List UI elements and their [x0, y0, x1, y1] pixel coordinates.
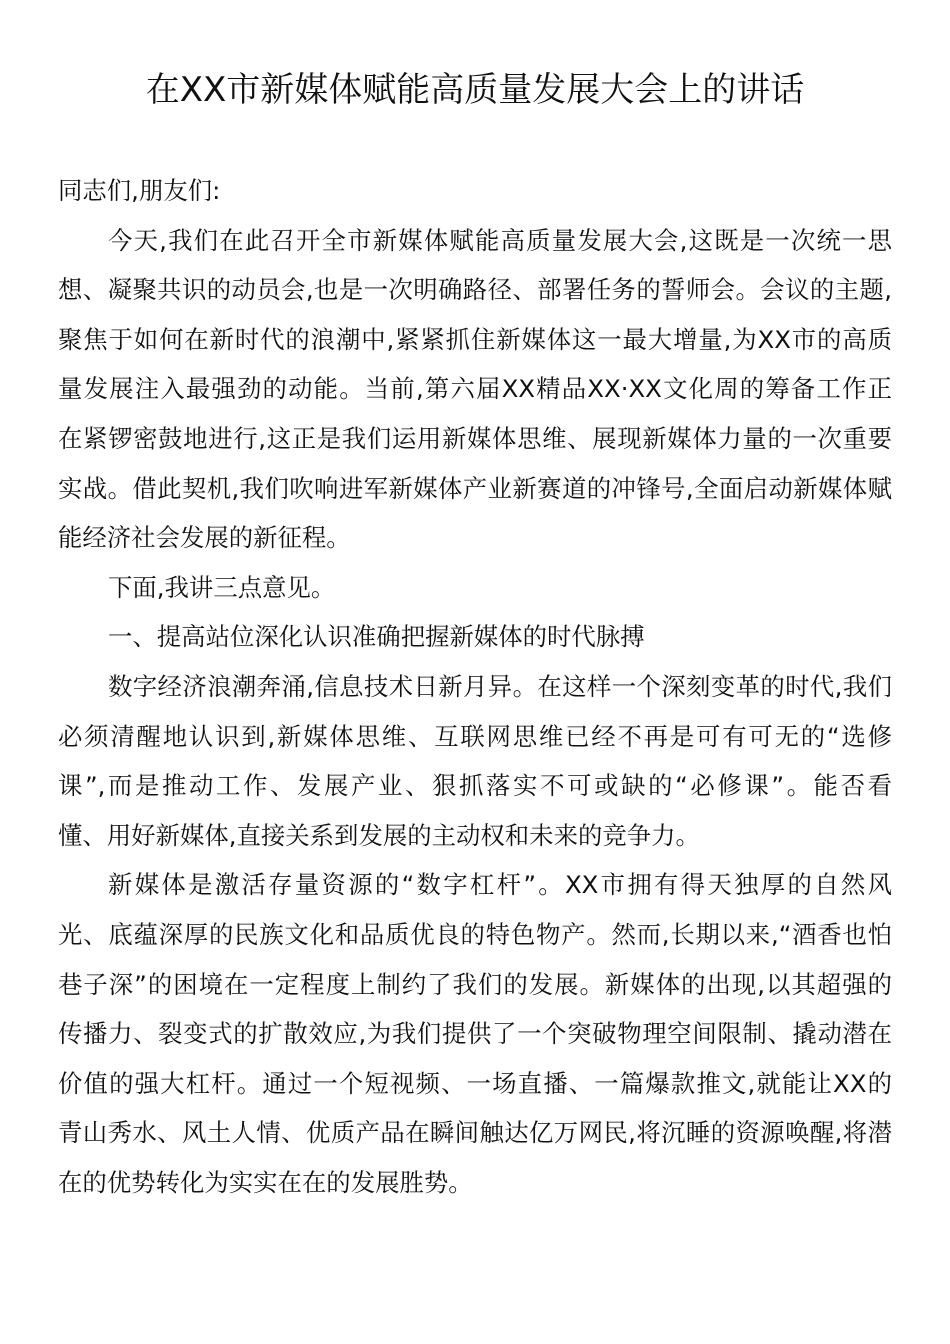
text-line: 必须清醒地认识到,新媒体思维、互联网思维已经不再是可有可无的“选修 — [58, 721, 892, 751]
paragraph — [58, 563, 892, 613]
paragraph — [58, 216, 892, 563]
salutation — [58, 166, 892, 216]
text-line: 数字经济浪潮奔涌,信息技术日新月异。在这样一个深刻变革的时代,我们 — [108, 671, 892, 701]
paragraph — [58, 860, 892, 1207]
text-line: 一、提高站位深化认识准确把握新媒体的时代脉搏 — [108, 622, 645, 652]
text-line: 懂、用好新媒体,直接关系到发展的主动权和未来的竞争力。 — [58, 820, 700, 850]
text-line: 下面,我讲三点意见。 — [108, 572, 336, 602]
text-line: 青山秀水、风土人情、优质产品在瞬间触达亿万网民,将沉睡的资源唤醒,将潜 — [58, 1118, 892, 1148]
text-line: 传播力、裂变式的扩散效应,为我们提供了一个突破物理空间限制、撬动潜在 — [58, 1019, 892, 1049]
paragraph — [58, 662, 892, 860]
text-line: 聚焦于如何在新时代的浪潮中,紧紧抓住新媒体这一最大增量,为XX市的高质 — [58, 324, 892, 354]
text-line: 光、底蕴深厚的民族文化和品质优良的特色物产。然而,长期以来,“酒香也怕 — [58, 919, 892, 949]
text-line: 在紧锣密鼓地进行,这正是我们运用新媒体思维、展现新媒体力量的一次重要 — [58, 423, 892, 453]
text-line: 在的优势转化为实实在在的发展胜势。 — [58, 1167, 473, 1197]
text-line: 同志们,朋友们: — [58, 176, 221, 205]
text-line: 能经济社会发展的新征程。 — [58, 523, 351, 553]
section-heading — [58, 612, 892, 662]
text-line: 新媒体是激活存量资源的“数字杠杆”。XX市拥有得天独厚的自然风 — [108, 870, 892, 900]
text-line: 量发展注入最强劲的动能。当前,第六届XX精品XX·XX文化周的筹备工作正 — [58, 374, 892, 404]
document-title: 在XX市新媒体赋能高质量发展大会上的讲话 — [145, 70, 805, 110]
text-line: 今天,我们在此召开全市新媒体赋能高质量发展大会,这既是一次统一思 — [108, 225, 892, 255]
document-body — [58, 166, 892, 1207]
text-line: 课”,而是推动工作、发展产业、狠抓落实不可或缺的“必修课”。能否看 — [58, 771, 892, 801]
text-line: 实战。借此契机,我们吹响进军新媒体产业新赛道的冲锋号,全面启动新媒体赋 — [58, 473, 892, 503]
text-line: 巷子深”的困境在一定程度上制约了我们的发展。新媒体的出现,以其超强的 — [58, 969, 892, 999]
text-line: 想、凝聚共识的动员会,也是一次明确路径、部署任务的誓师会。会议的主题, — [58, 275, 892, 305]
text-line: 价值的强大杠杆。通过一个短视频、一场直播、一篇爆款推文,就能让XX的 — [58, 1068, 892, 1098]
